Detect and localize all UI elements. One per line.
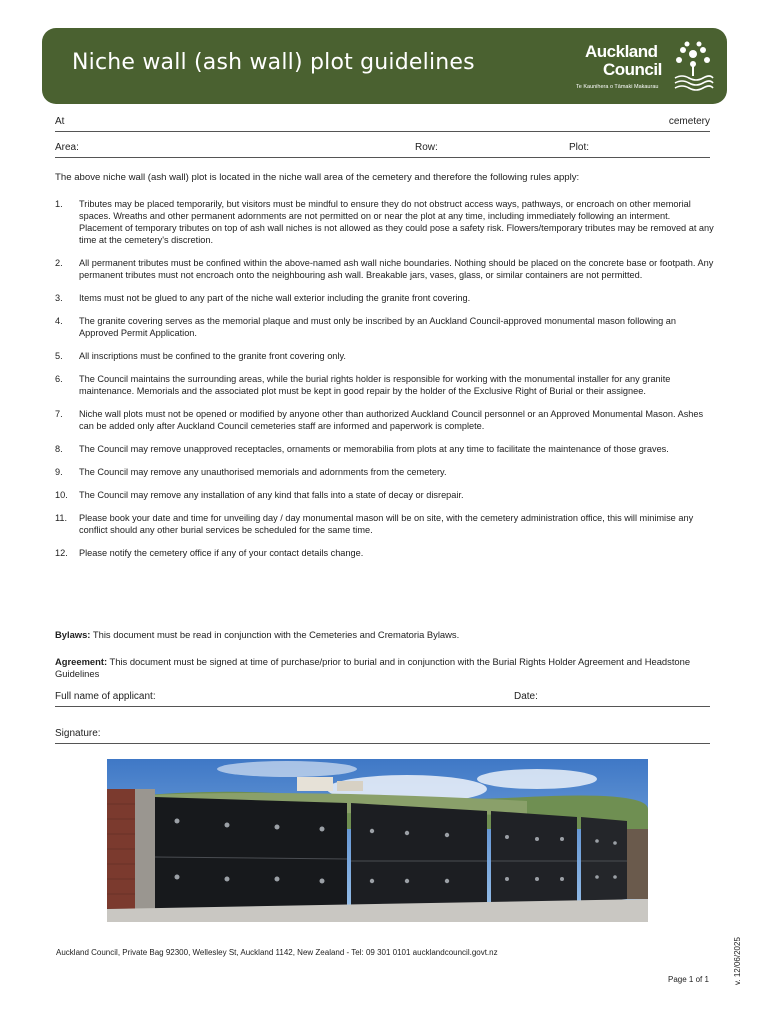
applicant-field-row — [55, 691, 710, 707]
list-item — [55, 257, 715, 281]
area-field-row — [55, 142, 710, 158]
logo-name-line2: Council — [603, 60, 662, 79]
rule-text: The Council may remove any installation of any kind that falls into a state of decay or disrepair. — [79, 490, 464, 500]
list-item — [55, 466, 715, 478]
at-label: At — [55, 116, 65, 127]
area-label: Area: — [55, 142, 79, 153]
bylaws-note — [55, 629, 715, 641]
list-item — [55, 292, 715, 304]
applicant-input-line[interactable] — [55, 706, 710, 707]
rule-text: All permanent tributes must be confined within the above-named ash wall niche boundaries. Nothing should be placed on the concrete base or footpath. Any permanent tributes must not encroach onto the neighbouring ash wall. Breakable jars, vases, glass, or similar containers are not permitted. — [79, 258, 714, 280]
cemetery-field-row — [55, 116, 710, 132]
rule-text: Tributes may be placed temporarily, but visitors must be mindful to ensure they do not obstruct access ways, pathways, or encroach on other memorial spaces. Wreaths and other permanent adornments are not permitted on or near the plot at any time, including immediately following an interment. Placement of temporary tributes on top of ash wall niches is not allowed as they could pose a safety risk. Flowers/temporary tributes may be removed at any time at the cemetery's discretion. — [79, 199, 714, 245]
agreement-note — [55, 656, 715, 680]
rule-text: Niche wall plots must not be opened or modified by anyone other than authorized Auckland Council personnel or an Approved Monumental Mason. Ashes can be added only after Auckland Council cemeteries staff are informed and paperwork is complete. — [79, 409, 704, 431]
page-title: Niche wall (ash wall) plot guidelines — [72, 50, 475, 75]
logo-name-line1: Auckland — [585, 42, 658, 61]
date-label: Date: — [514, 691, 538, 702]
auckland-council-logo — [577, 38, 717, 98]
applicant-label: Full name of applicant: — [55, 691, 156, 702]
list-item — [55, 489, 715, 501]
cemetery-label: cemetery — [668, 116, 710, 127]
list-item — [55, 512, 715, 536]
rule-text: Please notify the cemetery office if any of your contact details change. — [79, 548, 364, 558]
area-row-plot-input-line[interactable] — [55, 157, 710, 158]
bylaws-text: This document must be read in conjunction with the Cemeteries and Crematoria Bylaws. — [92, 629, 460, 640]
rule-text: Items must not be glued to any part of the niche wall exterior including the granite front covering. — [79, 293, 471, 303]
signature-input-line[interactable] — [55, 743, 710, 744]
rule-number: 4. — [55, 316, 63, 326]
list-item — [55, 547, 715, 559]
rule-number: 5. — [55, 351, 63, 361]
rules-list — [55, 198, 715, 559]
agreement-label: Agreement: — [55, 656, 108, 667]
rule-text: The Council may remove any unauthorised memorials and adornments from the cemetery. — [79, 467, 447, 477]
rule-number: 9. — [55, 467, 63, 477]
rule-number: 11. — [55, 513, 68, 523]
rule-number: 1. — [55, 199, 63, 209]
agreement-text: This document must be signed at time of purchase/prior to burial and in conjunction with the Burial Rights Holder Agreement and Headstone Guidelines — [55, 656, 691, 679]
pohutukawa-emblem-icon — [671, 40, 715, 92]
rule-text: Please book your date and time for unveiling day / day monumental mason will be on site, with the cemetery administration office, this will minimise any conflict should any other burial services be scheduled for the same time. — [79, 513, 694, 535]
list-item — [55, 350, 715, 362]
plot-label: Plot: — [569, 142, 590, 153]
cemetery-input-line[interactable] — [55, 131, 710, 132]
signature-label: Signature: — [55, 728, 101, 739]
rule-number: 2. — [55, 258, 63, 268]
rule-number: 10. — [55, 490, 68, 500]
rule-text: The granite covering serves as the memorial plaque and must only be inscribed by an Auckland Council-approved monumental mason following an Approved Permit Application. — [79, 316, 677, 338]
list-item — [55, 315, 715, 339]
bylaws-label: Bylaws: — [55, 629, 91, 640]
footer-address: Auckland Council, Private Bag 92300, Wellesley St, Auckland 1142, New Zealand - Tel: 09 301 0101 aucklandcouncil.govt.nz — [56, 948, 498, 957]
rule-text: The Council may remove unapproved receptacles, ornaments or memorabilia from plots at any time to facilitate the maintenance of those graves. — [79, 444, 669, 454]
rule-number: 8. — [55, 444, 63, 454]
rule-text: All inscriptions must be confined to the granite front covering only. — [79, 351, 346, 361]
intro-text: The above niche wall (ash wall) plot is located in the niche wall area of the cemetery and therefore the following rules apply: — [55, 172, 580, 183]
version-date: v. 12/06/2025 — [733, 937, 742, 985]
row-label: Row: — [415, 142, 438, 153]
list-item — [55, 408, 715, 432]
rule-number: 12. — [55, 548, 68, 558]
niche-wall-photo — [107, 759, 648, 922]
rule-number: 7. — [55, 409, 63, 419]
header-banner — [42, 28, 727, 104]
list-item — [55, 443, 715, 455]
rule-number: 3. — [55, 293, 63, 303]
rule-number: 6. — [55, 374, 63, 384]
rule-text: The Council maintains the surrounding areas, while the burial rights holder is responsible for working with the monumental installer for any granite maintenance. Memorials and the associated plot must be kept in good repair by the holder of the Exclusive Right of Burial or their assignee. — [79, 374, 671, 396]
page-number: Page 1 of 1 — [668, 975, 709, 984]
signature-field-row — [55, 728, 710, 744]
logo-tagline: Te Kaunihera o Tāmaki Makaurau — [576, 84, 659, 90]
list-item — [55, 373, 715, 397]
list-item — [55, 198, 715, 246]
